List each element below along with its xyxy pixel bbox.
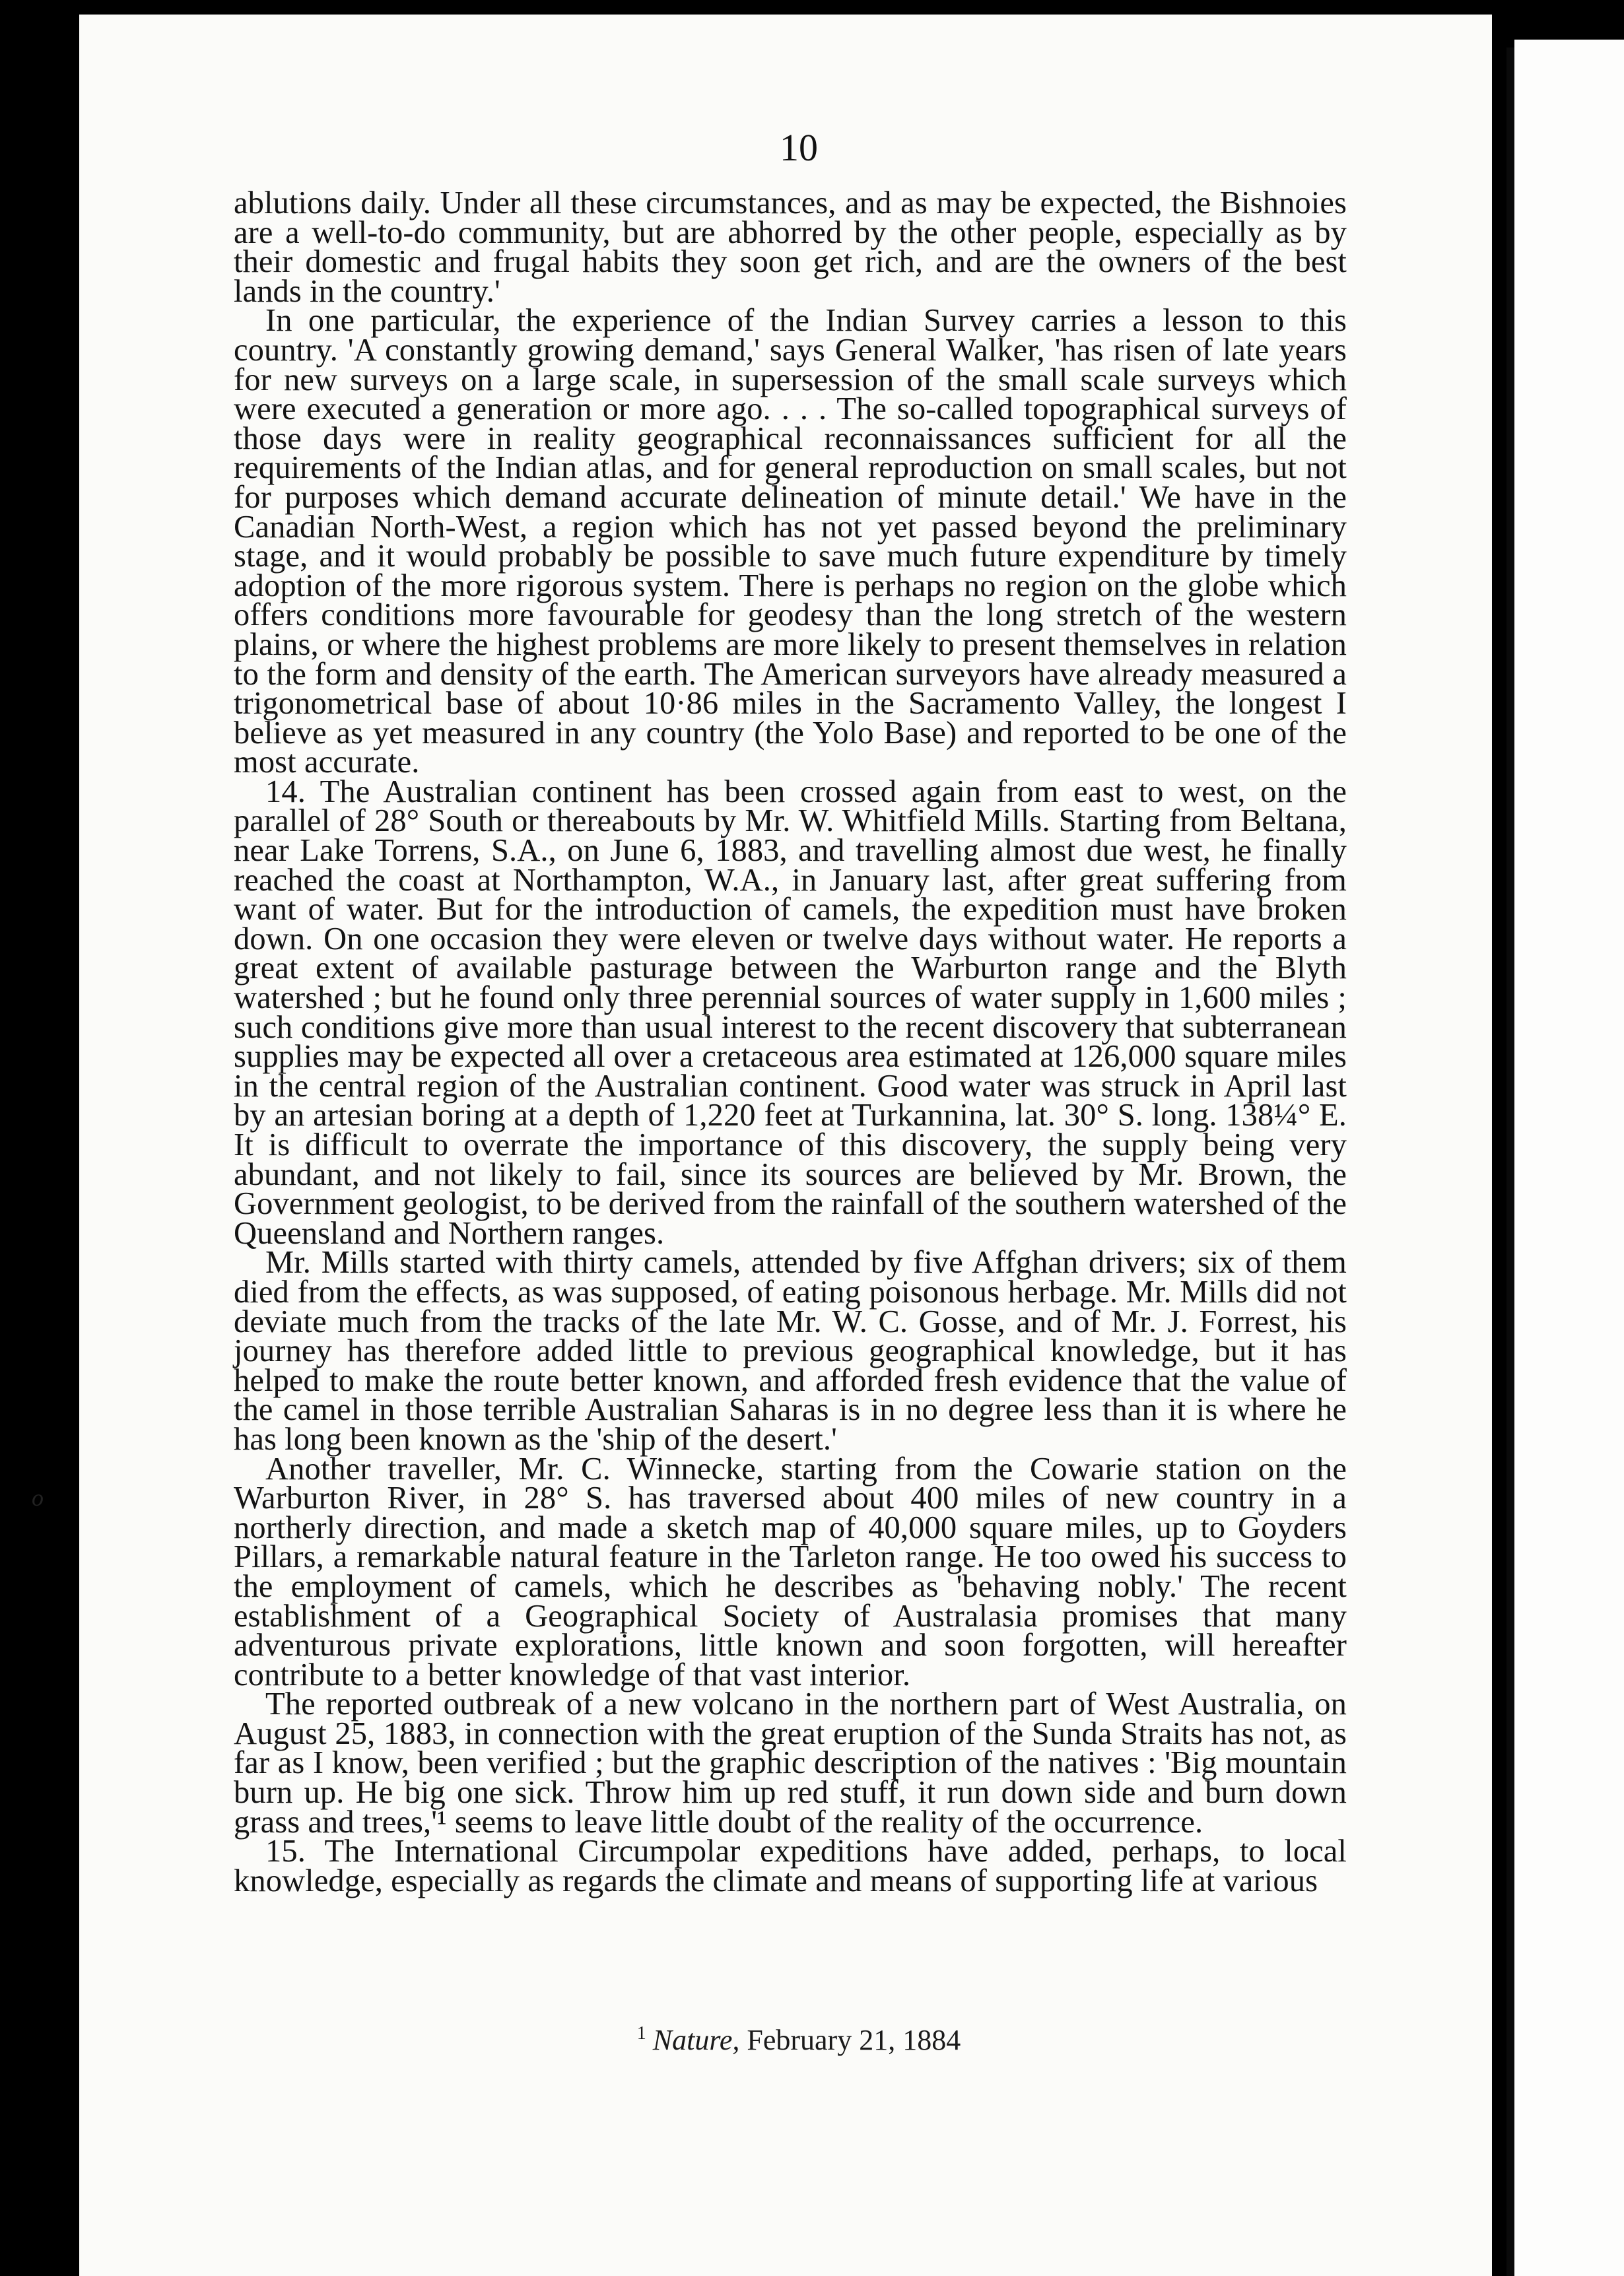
paragraph-circumpolar: 15. The International Circumpolar expeditions have added, perhaps, to local knowledge, especially as regards the climate and means of supporting life at various [234, 1834, 1347, 1898]
facing-page-edge [1514, 40, 1624, 2276]
paragraph-volcano: The reported outbreak of a new volcano in the northern part of West Australia, on August 25, 1883, in connection with the great eruption of the Sunda Straits has not, as far as I know, been verified ; but the graphic description of the natives : 'Big mountain burn up. He big one sick. Throw him up red stuff, it run down side and burn down grass and trees,'¹ seems to leave little doubt of the reality of the occurrence. [234, 1687, 1347, 1840]
footnote [0, 2023, 1598, 2057]
margin-mark: o [32, 1485, 44, 1511]
footnote-journal: Nature, [652, 2024, 740, 2056]
page-number: 10 [780, 126, 818, 169]
paragraph-winnecke: Another traveller, Mr. C. Winnecke, starting from the Cowarie station on the Warburton River, in 28° S. has traversed about 400 miles of new country in a northerly direction, and made a sketch map of 40,000 square miles, up to Goyders Pillars, a remarkable natural feature in the Tarleton range. He too owed his success to the employment of camels, which he describes as 'behaving nobly.' The recent establishment of a Geographical Society of Australasia promises that many adventurous private explorations, little known and soon forgotten, will hereafter contribute to a better knowledge of that vast interior. [234, 1451, 1347, 1692]
footnote-mark: 1 [636, 2023, 646, 2044]
footnote-date: February 21, 1884 [747, 2024, 961, 2056]
gutter-shadow [1506, 48, 1514, 2276]
paragraph-australian-crossing: 14. The Australian continent has been crossed again from east to west, on the parallel of 28° South or thereabouts by Mr. W. Whitfield Mills. Starting from Beltana, near Lake Torrens, S.A., on June 6, 1883, and travelling almost due west, he finally reached the coast at Northampton, W.A., in January last, after great suffering from want of water. But for the introduction of camels, the expedition must have broken down. On one occasion they were eleven or twelve days without water. He reports a great extent of available pasturage between the Warburton range and the Blyth watershed ; but he found only three perennial sources of water supply in 1,600 miles ; such conditions give more than usual interest to the recent discovery that subterranean supplies may be expected all over a cretaceous area estimated at 126,000 square miles in the central region of the Australian continent. Good water was struck in April last by an artesian boring at a depth of 1,220 feet at Turkannina, lat. 30° S. long. 138¼° E. It is difficult to overrate the importance of this discovery, the supply being very abundant, and not likely to fail, since its sources are believed by Mr. Brown, the Government geologist, to be derived from the rainfall of the southern watershed of the Queensland and Northern ranges. [234, 774, 1347, 1251]
paragraph-mills-camels: Mr. Mills started with thirty camels, attended by five Affghan drivers; six of them died from the effects, as was supposed, of eating poisonous herbage. Mr. Mills did not deviate much from the tracks of the late Mr. W. C. Gosse, and of Mr. J. Forrest, his journey has therefore added little to previous geographical knowledge, but it has helped to make the route better known, and afforded fresh evidence that the value of the camel in those terrible Australian Saharas is in no degree less than it is where he has long been known as the 'ship of the desert.' [234, 1245, 1347, 1457]
body-text [234, 185, 1347, 1898]
paragraph-indian-survey: In one particular, the experience of the Indian Survey carries a lesson to this country. 'A constantly growing demand,' says General Walker, 'has risen of late years for new surveys on a large scale, in supersession of the small scale surveys which were executed a generation or more ago. . . . The so-called topographical surveys of those days were in reality geographical reconnaissances sufficient for all the requirements of the Indian atlas, and for general reproduction on small scales, but not for purposes which demand accurate delineation of minute detail.' We have in the Canadian North-West, a region which has not yet passed beyond the preliminary stage, and it would probably be possible to save much future expenditure by timely adoption of the more rigorous system. There is perhaps no region on the globe which offers conditions more favourable for geodesy than the long stretch of the western plains, or where the highest problems are more likely to present themselves in relation to the form and density of the earth. The American surveyors have already measured a trigonometrical base of about 10·86 miles in the Sacramento Valley, the longest I believe as yet measured in any country (the Yolo Base) and reported to be one of the most accurate. [234, 303, 1347, 780]
paragraph-bishnoi-ablutions: ablutions daily. Under all these circumstances, and as may be expected, the Bishnoies are a well-to-do community, but are abhorred by the other people, especially as by their domestic and frugal habits they soon get rich, and are the owners of the best lands in the country.' [234, 185, 1347, 309]
